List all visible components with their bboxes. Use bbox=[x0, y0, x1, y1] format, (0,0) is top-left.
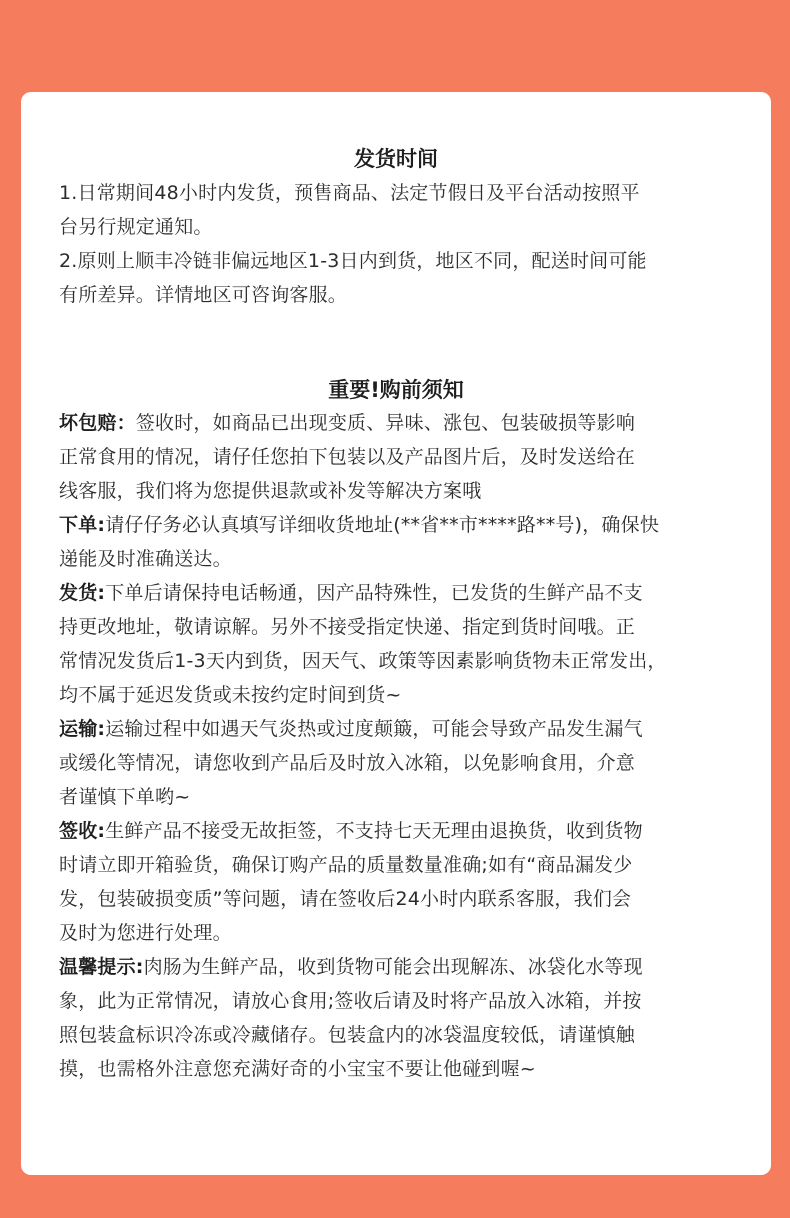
notice-title: 重要!购前须知 bbox=[328, 378, 464, 402]
notice-text-order: 请仔仔务必认真填写详细收货地址(**省**市****路**号)，确保快 递能及时准确送达。 bbox=[59, 514, 660, 570]
notice-item-order bbox=[59, 508, 739, 576]
info-card bbox=[21, 92, 771, 1175]
shipping-title: 发货时间 bbox=[354, 147, 438, 171]
notice-label-tips: 温馨提示: bbox=[59, 956, 144, 978]
notice-item-shipping bbox=[59, 576, 739, 712]
shipping-item-1: 1.日常期间48小时内发货，预售商品、法定节假日及平台活动按照平 台另行规定通知。 bbox=[59, 182, 640, 238]
notice-label-shipping: 发货: bbox=[59, 582, 106, 604]
notice-label-receipt: 签收: bbox=[59, 820, 106, 842]
notice-label-transport: 运输: bbox=[59, 718, 106, 740]
notice-text-shipping: 下单后请保持电话畅通，因产品特殊性，已发货的生鲜产品不支 持更改地址，敬请谅解。另外不接受指定快递、指定到货时间哦。正 常情况发货后1-3天内到货，因天气、政策等因素影响货物未正常发出， 均不属于延迟发货或未按约定时间到货~ bbox=[59, 582, 667, 706]
notice-text-tips: 肉肠为生鲜产品，收到货物可能会出现解冻、冰袋化水等现 象，此为正常情况，请放心食用;签收后请及时将产品放入冰箱，并按 照包装盒标识冷冻或冷藏储存。包装盒内的冰袋温度较低，请谨慎触 摸，也需格外注意您充满好奇的小宝宝不要让他碰到喔~ bbox=[59, 956, 643, 1080]
notice-text-transport: 运输过程中如遇天气炎热或过度颠簸，可能会导致产品发生漏气 或缓化等情况，请您收到产品后及时放入冰箱，以免影响食用，介意 者谨慎下单哟~ bbox=[59, 718, 643, 808]
notice-text-receipt: 生鲜产品不接受无故拒签，不支持七天无理由退换货，收到货物 时请立即开箱验货，确保订购产品的质量数量准确;如有“商品漏发少 发，包装破损变质”等问题，请在签收后24小时内联系客服，我们会 及时为您进行处理。 bbox=[59, 820, 643, 944]
notice-text-damage: 签收时，如商品已出现变质、异味、涨包、包装破损等影响 正常食用的情况，请仔任您拍下包装以及产品图片后，及时发送给在 线客服，我们将为您提供退款或补发等解决方案哦 bbox=[59, 412, 636, 502]
notice-item-tips bbox=[59, 950, 739, 1086]
notice-item-damage bbox=[59, 406, 739, 508]
notice-text-block bbox=[59, 406, 739, 1086]
notice-item-transport bbox=[59, 712, 739, 814]
notice-item-receipt bbox=[59, 814, 739, 950]
notice-label-damage: 坏包赔： bbox=[59, 412, 136, 434]
shipping-item-2: 2.原则上顺丰冷链非偏远地区1-3日内到货，地区不同，配送时间可能 有所差异。详情地区可咨询客服。 bbox=[59, 250, 647, 306]
notice-label-order: 下单: bbox=[59, 514, 106, 536]
shipping-text-block bbox=[59, 176, 739, 312]
